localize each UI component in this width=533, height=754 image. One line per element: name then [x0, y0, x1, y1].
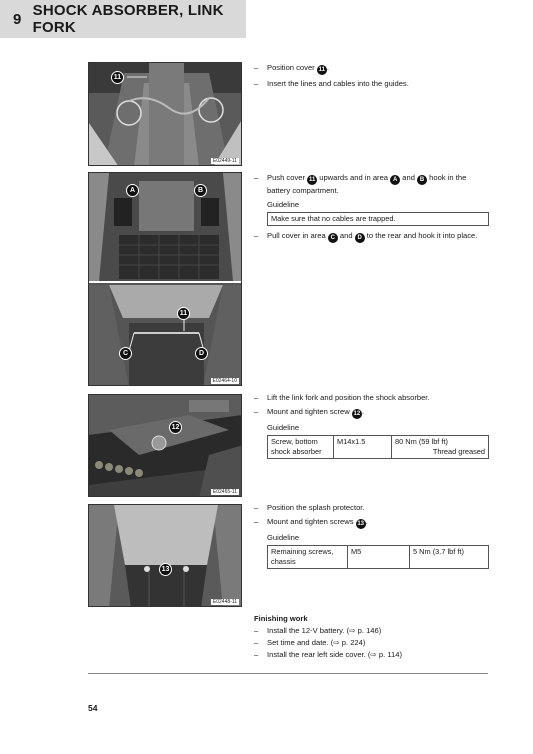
step-text	[267, 172, 490, 196]
callout-11: 11	[111, 71, 124, 84]
item-text	[267, 649, 402, 660]
chapter-title: SHOCK ABSORBER, LINK FORK	[32, 2, 224, 36]
dash: –	[254, 407, 259, 416]
spec-torque: 5 Nm (3.7 lbf ft)	[410, 546, 489, 569]
text: .	[365, 517, 368, 526]
badge-11: 11	[308, 177, 316, 183]
callout-12: 12	[169, 421, 182, 434]
item-text	[267, 637, 365, 648]
text: and	[337, 231, 355, 240]
text: )	[362, 638, 366, 647]
guideline-label: Guideline	[267, 200, 300, 209]
photo-shock-absorber	[88, 394, 242, 497]
step	[254, 78, 490, 89]
torque-table	[267, 545, 489, 569]
text: Mount and tighten screws	[267, 517, 356, 526]
photo-cover-position	[88, 62, 242, 166]
step	[254, 230, 490, 243]
page-ref-link[interactable]: ⇨ p. 146	[349, 626, 379, 635]
dash: –	[254, 626, 259, 635]
dash: –	[254, 638, 259, 647]
dash: –	[254, 393, 259, 402]
text: upwards and in area	[317, 173, 391, 182]
text: Position cover	[267, 63, 317, 72]
text: Set time and date. (	[267, 638, 334, 647]
step	[254, 502, 490, 513]
guideline-note: Make sure that no cables are trapped.	[268, 213, 489, 226]
guideline-note-table	[267, 212, 489, 226]
finishing-title: Finishing work	[254, 614, 308, 623]
step	[254, 392, 490, 403]
step-text: Position the splash protector.	[267, 503, 365, 512]
steps-push-cover	[254, 172, 490, 246]
dash: –	[254, 517, 259, 526]
callout-D: D	[195, 347, 208, 360]
badge-12: 12	[353, 411, 361, 417]
steps-position-cover	[254, 62, 490, 92]
finishing-work	[254, 613, 490, 661]
dash: –	[254, 650, 259, 659]
torque-table	[267, 435, 489, 459]
image-code: E02464-10	[212, 378, 237, 384]
badge-11: 11	[318, 67, 325, 73]
badge-C: C	[328, 233, 338, 243]
step-text: Insert the lines and cables into the guides.	[267, 79, 409, 88]
spec-size: M5	[348, 546, 410, 569]
text: )	[399, 650, 402, 659]
photo-splash-protector-image	[89, 505, 242, 607]
table-row	[268, 546, 489, 569]
callout-11: 11	[177, 307, 190, 320]
step-text	[267, 62, 329, 75]
spec-torque: 80 Nm (59 lbf ft)	[395, 437, 448, 446]
badge-B: B	[417, 175, 427, 185]
text: hook in the battery compartment.	[267, 173, 467, 195]
badge-A: A	[390, 175, 400, 185]
step-text	[267, 406, 364, 419]
footer-divider	[88, 673, 488, 674]
callout-C: C	[119, 347, 132, 360]
photo-cover-hook-image	[89, 173, 242, 386]
dash: –	[254, 503, 259, 512]
step	[254, 516, 490, 529]
step-text: Lift the link fork and position the shock absorber.	[267, 393, 430, 402]
chapter-number: 9	[13, 10, 22, 28]
spec-note: Thread greased	[432, 447, 485, 456]
text: Push cover	[267, 173, 308, 182]
spec-torque-cell	[392, 436, 489, 459]
item-text	[267, 625, 381, 636]
text: to the rear and hook it into place.	[364, 231, 478, 240]
guideline-label: Guideline	[267, 533, 300, 542]
text: .	[326, 63, 329, 72]
text: .	[361, 407, 364, 416]
dash: –	[254, 231, 259, 240]
step	[254, 406, 490, 419]
steps-splash-protector	[254, 502, 490, 572]
dash: –	[254, 63, 259, 72]
list-item	[254, 637, 490, 648]
steps-shock-absorber	[254, 392, 490, 462]
spec-name: Screw, bottom shock absorber	[268, 436, 334, 459]
photo-splash-protector	[88, 504, 242, 607]
page-ref-link[interactable]: ⇨ p. 114	[370, 650, 400, 659]
text: and	[400, 173, 418, 182]
text: Install the rear left side cover. (	[267, 650, 371, 659]
list-item	[254, 625, 490, 636]
text: Pull cover in area	[267, 231, 328, 240]
step-text	[267, 516, 368, 529]
spec-size: M14x1.5	[334, 436, 392, 459]
guideline-label: Guideline	[267, 423, 300, 432]
photo-shock-absorber-image	[89, 395, 242, 497]
page-ref-link[interactable]: ⇨ p. 224	[333, 638, 363, 647]
step	[254, 62, 490, 75]
chapter-header	[0, 0, 246, 38]
image-code: E02448-11	[212, 599, 237, 605]
text: )	[378, 626, 382, 635]
list-item	[254, 649, 490, 660]
photo-cover-hook	[88, 172, 242, 386]
step-text	[267, 230, 477, 243]
text: Install the 12-V battery. (	[267, 626, 350, 635]
callout-13: 13	[159, 563, 172, 576]
callout-A: A	[126, 184, 139, 197]
spec-name: Remaining screws, chassis	[268, 546, 348, 569]
step	[254, 172, 490, 196]
badge-D: D	[355, 233, 365, 243]
image-code: E02465-11	[212, 489, 237, 495]
badge-13: 13	[357, 521, 364, 527]
callout-B: B	[194, 184, 207, 197]
image-code: E02449-11	[212, 158, 237, 164]
dash: –	[254, 79, 259, 88]
text: Mount and tighten screw	[267, 407, 352, 416]
page-number: 54	[88, 703, 98, 713]
dash: –	[254, 173, 259, 182]
table-row	[268, 436, 489, 459]
